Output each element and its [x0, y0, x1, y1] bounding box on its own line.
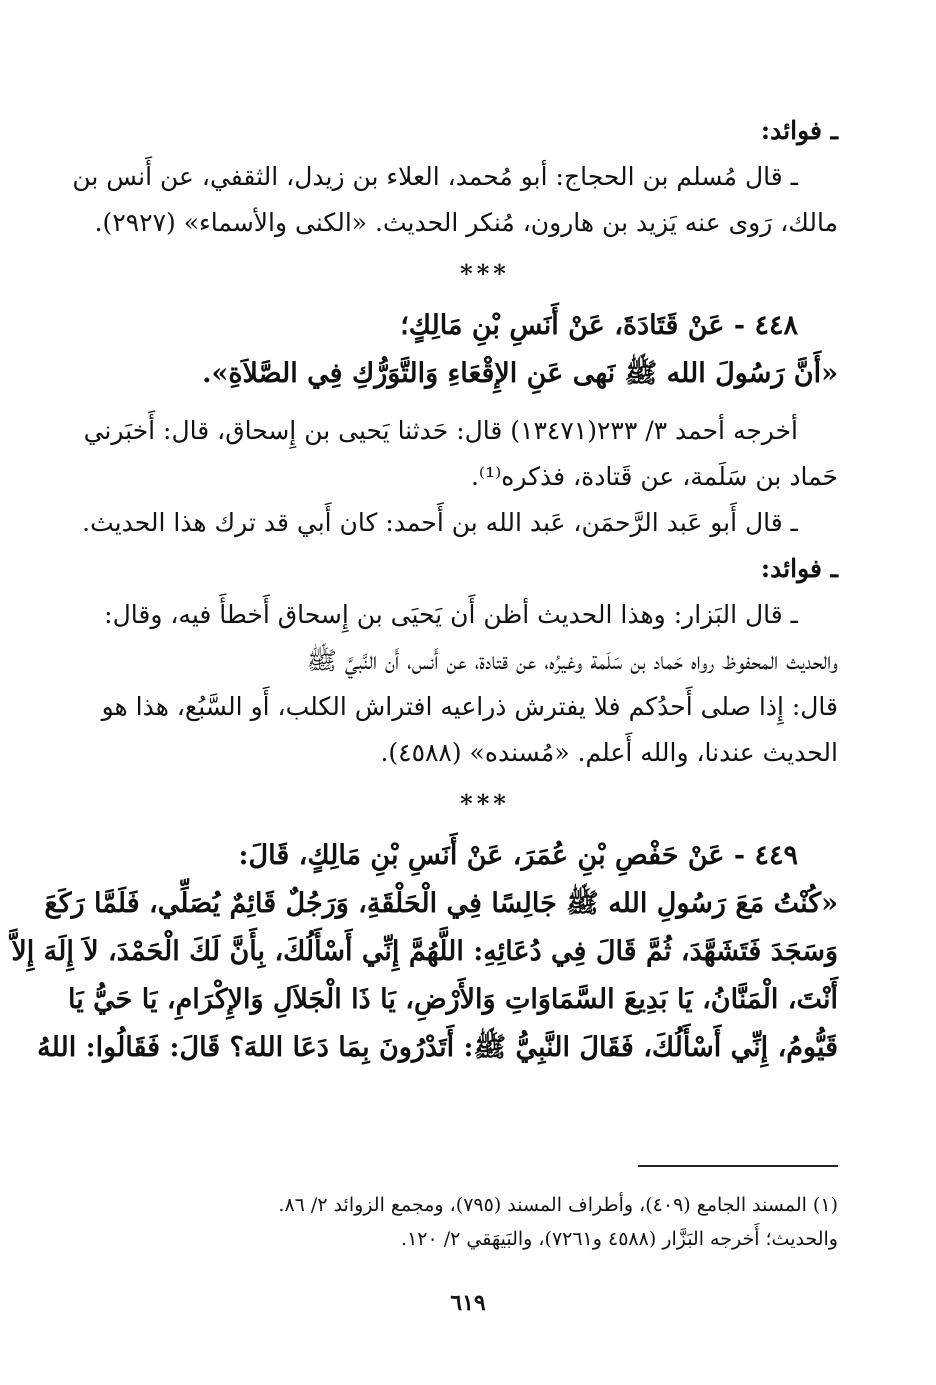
page-body	[11, 108, 838, 1072]
hadith-449-matn-line: قَيُّومُ، إِنِّي أَسْأَلُكَ، فَقَالَ النَّبِيُّ ﷺ: أَتَدْرُونَ بِمَا دَعَا اللهَ؟ قَالَ: فَقَالُوا: اللهُ	[37, 1032, 838, 1063]
hadith-448-matn: «أَنَّ رَسُولَ الله ﷺ نَهى عَنِ الإِقْعَاءِ وَالتَّوَرُّكِ فِي الصَّلاَةِ».	[202, 358, 838, 389]
takhrij-line: حَماد بن سَلَمة، عن قَتادة، فذكره⁽¹⁾.	[470, 462, 838, 491]
text-line: ـ قال مُسلم بن الحجاج: أبو مُحمد، العلاء بن زيدل، الثقفي، عن أَنس بن	[72, 162, 798, 191]
text-line: مالك، رَوى عنه يَزيد بن هارون، مُنكر الحديث. «الكنى والأسماء» (٢٩٢٧).	[94, 208, 838, 237]
section-separator: ***	[460, 259, 510, 288]
hadith-449-matn-line: «كُنْتُ مَعَ رَسُولِ الله ﷺ جَالِسًا فِي الْحَلْقَةِ، وَرَجُلٌ قَائِمٌ يُصَلِّي، فَلَمَّا رَكَعَ	[44, 888, 838, 919]
section-separator: ***	[460, 789, 510, 818]
footnote-divider	[638, 1165, 838, 1167]
hadith-449-matn-line: وَسَجَدَ فَتَشَهَّدَ، ثُمَّ قَالَ فِي دُعَائِهِ: اللَّهُمَّ إِنِّي أَسْأَلُكَ، بِأَنَّ لَكَ الْحَمْدَ، لاَ إِلَهَ إِلاَّ	[11, 936, 838, 967]
benefit-line: الحديث عندنا، والله أَعلم. «مُسنده» (٤٥٨٨).	[380, 738, 838, 767]
footnotes	[132, 1188, 838, 1256]
footnote-line: (١) المسند الجامع (٤٠٩)، وأطراف المسند (٧٩٥)، ومجمع الزوائد ٢/ ٨٦.	[278, 1194, 838, 1216]
section-heading-benefits: ـ فوائد:	[760, 554, 838, 583]
benefit-line: والحديث المحفوظ رواه حَماد بن سَلَمة وغيرُه، عن قتادة، عن أَنس، أَن النَّبيَّ ﷺ	[306, 646, 838, 675]
note-line: ـ قال أَبو عَبد الرَّحمَن، عَبد الله بن أَحمد: كان أَبي قد ترك هذا الحديث.	[82, 508, 798, 537]
footnote-line: والحديث؛ أَخرجه البَزَّار (٤٥٨٨ و٧٢٦١)، والبَيهَقي ٢/ ١٢٠.	[401, 1228, 838, 1250]
hadith-449-isnad: ٤٤٩ - عَنْ حَفْصِ بْنِ عُمَرَ، عَنْ أَنَسِ بْنِ مَالِكٍ، قَالَ:	[238, 840, 798, 871]
benefit-line: قال: إِذا صلى أَحدُكم فلا يفترش ذراعيه افتراش الكلب، أَو السَّبُع، هذا هو	[101, 692, 838, 721]
takhrij-line: أخرجه أحمد ٣/ ٢٣٣(١٣٤٧١) قال: حَدثنا يَحيى بن إِسحاق، قال: أَخبَرني	[83, 416, 798, 445]
section-heading-benefits: ـ فوائد:	[760, 116, 838, 145]
benefit-line: ـ قال البَزار: وهذا الحديث أظن أَن يَحيَى بن إِسحاق أَخطأَ فيه، وقال:	[104, 600, 798, 629]
page-number: ٦١٩	[450, 1290, 486, 1316]
hadith-448-isnad: ٤٤٨ - عَنْ قَتَادَةَ، عَنْ أَنَسِ بْنِ مَالِكٍ؛	[400, 310, 798, 341]
hadith-449-matn-line: أَنْتَ، الْمَنَّانُ، يَا بَدِيعَ السَّمَاوَاتِ وَالأَرْضِ، يَا ذَا الْجَلاَلِ وَالإِكْرَامِ، يَا حَيُّ يَا	[67, 984, 838, 1015]
